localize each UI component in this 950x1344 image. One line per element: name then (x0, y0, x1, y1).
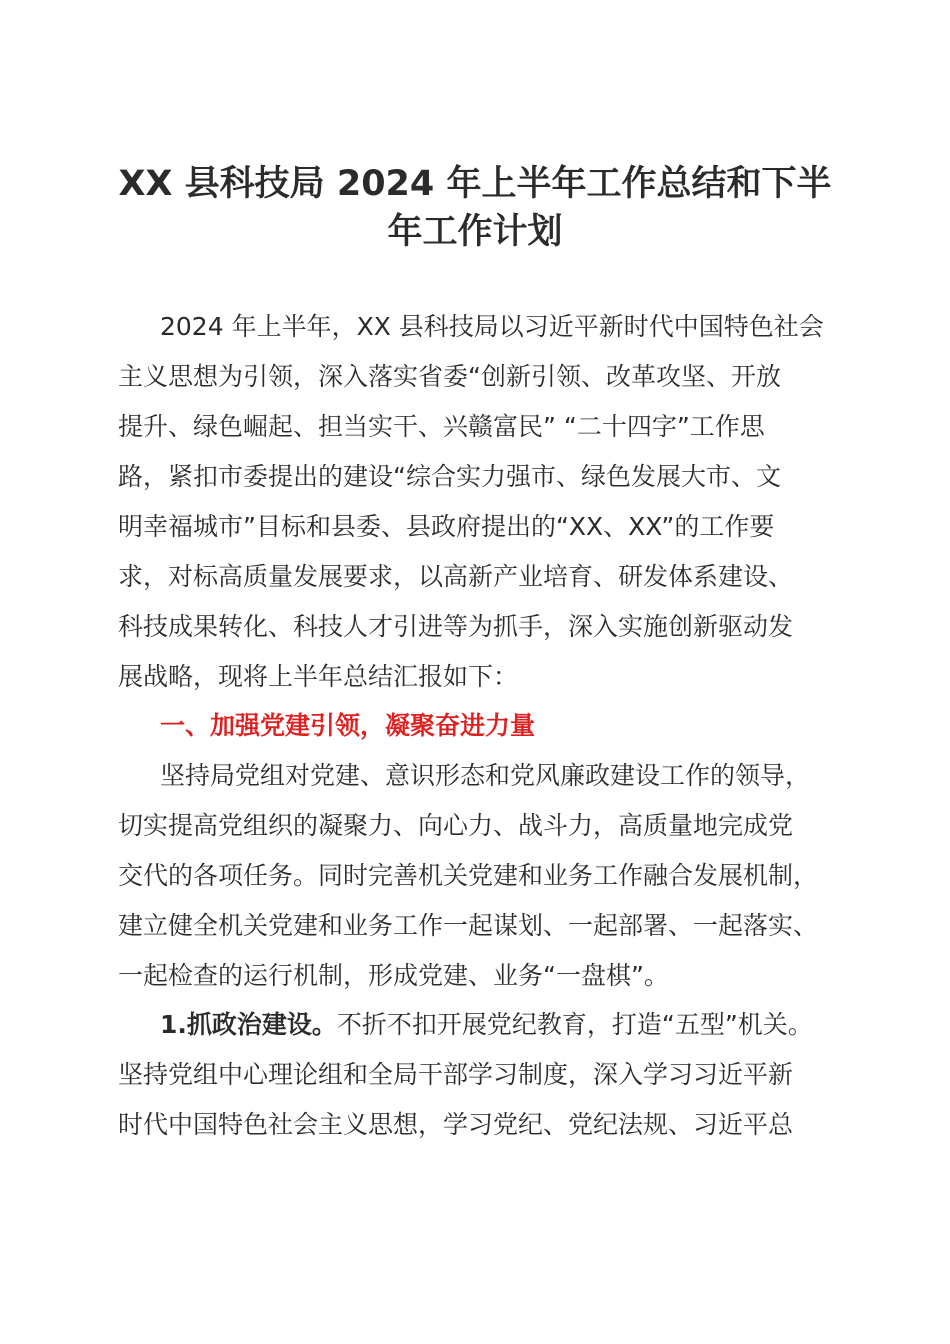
intro-line: 提升、绿色崛起、担当实干、兴赣富民” “二十四字”工作思 (118, 412, 765, 441)
document-title-line-2: 年工作计划 (387, 212, 563, 252)
intro-line: 求，对标高质量发展要求，以高新产业培育、研发体系建设、 (118, 562, 794, 591)
section-body-line: 建立健全机关党建和业务工作一起谋划、一起部署、一起落实、 (118, 911, 819, 940)
section-heading: 一、加强党建引领，凝聚奋进力量 (160, 711, 536, 740)
section-body-line: 一起检查的运行机制，形成党建、业务“一盘棋”。 (118, 961, 669, 990)
intro-line: 明幸福城市”目标和县委、县政府提出的“XX、XX”的工作要 (118, 512, 775, 541)
item-body-line: 时代中国特色社会主义思想，学习党纪、党纪法规、习近平总 (118, 1110, 794, 1139)
document-title-line-1: XX 县科技局 2024 年上半年工作总结和下半 (118, 164, 832, 204)
item-body-line: 坚持党组中心理论组和全局干部学习制度，深入学习习近平新 (118, 1060, 794, 1089)
section-body-line: 坚持局党组对党建、意识形态和党风廉政建设工作的领导， (160, 761, 811, 790)
item-title: 1.抓政治建设。 (160, 1010, 337, 1039)
intro-line: 展战略，现将上半年总结汇报如下： (118, 662, 519, 691)
item-line (160, 1007, 813, 1043)
intro-line: 2024 年上半年，XX 县科技局以习近平新时代中国特色社会 (160, 312, 824, 341)
section-body-line: 切实提高党组织的凝聚力、向心力、战斗力，高质量地完成党 (118, 811, 794, 840)
intro-line: 科技成果转化、科技人才引进等为抓手，深入实施创新驱动发 (118, 612, 794, 641)
intro-line: 主义思想为引领，深入落实省委“创新引领、改革攻坚、开放 (118, 362, 781, 391)
item-text: 不折不扣开展党纪教育，打造“五型”机关。 (336, 1010, 813, 1039)
intro-line: 路，紧扣市委提出的建设“综合实力强市、绿色发展大市、文 (118, 462, 781, 491)
section-body-line: 交代的各项任务。同时完善机关党建和业务工作融合发展机制， (118, 861, 819, 890)
